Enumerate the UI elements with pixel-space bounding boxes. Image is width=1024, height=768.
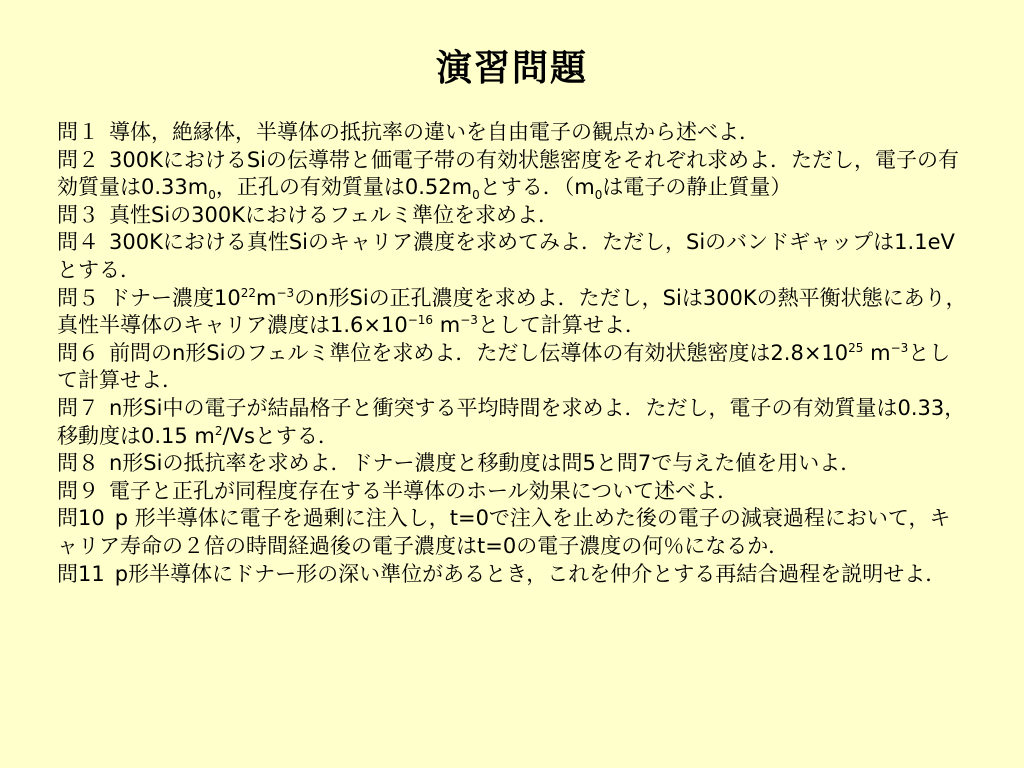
problem-11 [57, 561, 969, 589]
subscript: 0 [472, 188, 480, 203]
problem-7 [57, 395, 969, 450]
superscript: −3 [460, 313, 478, 328]
problem-label: 問４ [57, 230, 99, 255]
problem-5 [57, 285, 969, 340]
problem-text: m [863, 340, 891, 365]
superscript: −3 [276, 285, 295, 300]
problem-9 [57, 478, 969, 506]
slide-title: 演習問題 [435, 48, 588, 89]
superscript: 2 [214, 423, 223, 438]
superscript: −3 [890, 340, 909, 355]
problem-2 [57, 147, 969, 202]
problem-text: /Vsとする． [222, 423, 339, 448]
problem-label: 問３ [57, 202, 99, 227]
problem-text: ドナー濃度10 [109, 285, 241, 310]
superscript: 22 [240, 285, 257, 300]
problem-text: として計算せよ． [57, 340, 951, 393]
problem-text: m [256, 285, 277, 310]
problem-text: n形Si中の電子が結晶格子と衝突する平均時間を求めよ．ただし，電子の有効質量は0.33，移動度は0.15 m [57, 395, 966, 448]
problem-1 [57, 119, 969, 147]
problem-label: 問８ [57, 451, 99, 476]
problem-text: は電子の静止質量） [602, 175, 792, 200]
problem-label: 問２ [57, 147, 99, 172]
problem-label: 問６ [57, 340, 99, 365]
problem-text: ，正孔の有効質量は0.52m [215, 175, 473, 200]
problem-text: 導体，絶縁体，半導体の抵抗率の違いを自由電子の観点から述べよ． [109, 120, 760, 144]
problem-text: p形半導体にドナー形の深い準位があるとき，これを仲介とする再結合過程を説明せよ． [114, 561, 947, 586]
problem-8 [57, 450, 969, 478]
problem-3 [57, 202, 969, 230]
problem-text: のn形Siの正孔濃度を求めよ．ただし，Siは300Kの熱平衡状態にあり，真性半導体のキャリア濃度は1.6×10 [57, 285, 967, 338]
problem-label: 問９ [57, 478, 99, 503]
problem-10 [57, 505, 969, 560]
problem-text: 真性Siの300Kにおけるフェルミ準位を求めよ． [109, 202, 559, 227]
subscript: 0 [594, 188, 603, 203]
problem-list [57, 119, 969, 588]
problem-text: 電子と正孔が同程度存在する半導体のホール効果について述べよ． [109, 478, 739, 503]
problem-label: 問７ [57, 395, 99, 420]
problem-label: 問５ [57, 285, 99, 310]
problem-text: 300KにおけるSiの伝導帯と価電子帯の有効状態密度をそれぞれ求めよ．ただし，電子の有効質量は0.33m [57, 147, 960, 200]
problem-text: とする．（m [479, 175, 595, 200]
problem-4 [57, 229, 969, 284]
superscript: −16 [407, 313, 434, 328]
problem-6 [57, 340, 969, 395]
problem-text: 300Kにおける真性Siのキャリア濃度を求めてみよ．ただし，Siのバンドギャップは1.1eVとする． [57, 230, 955, 282]
problem-text: 前問のn形Siのフェルミ準位を求めよ．ただし伝導体の有効状態密度は2.8×10 [109, 340, 849, 365]
problem-text: として計算せよ． [477, 313, 646, 338]
problem-text: m [433, 313, 461, 338]
superscript: 25 [848, 340, 864, 355]
problem-label: 問１ [57, 120, 99, 144]
problem-text: p 形半導体に電子を過剰に注入し，t=0で注入を止めた後の電子の減衰過程において，キャリア寿命の２倍の時間経過後の電子濃度はt=0の電子濃度の何％になるか． [57, 506, 951, 558]
subscript: 0 [208, 188, 216, 203]
problem-text: n形Siの抵抗率を求めよ．ドナー濃度と移動度は問5と問7で与えた値を用いよ． [109, 451, 862, 476]
problem-label: 問10 [57, 506, 105, 531]
problem-label: 問11 [57, 561, 105, 586]
